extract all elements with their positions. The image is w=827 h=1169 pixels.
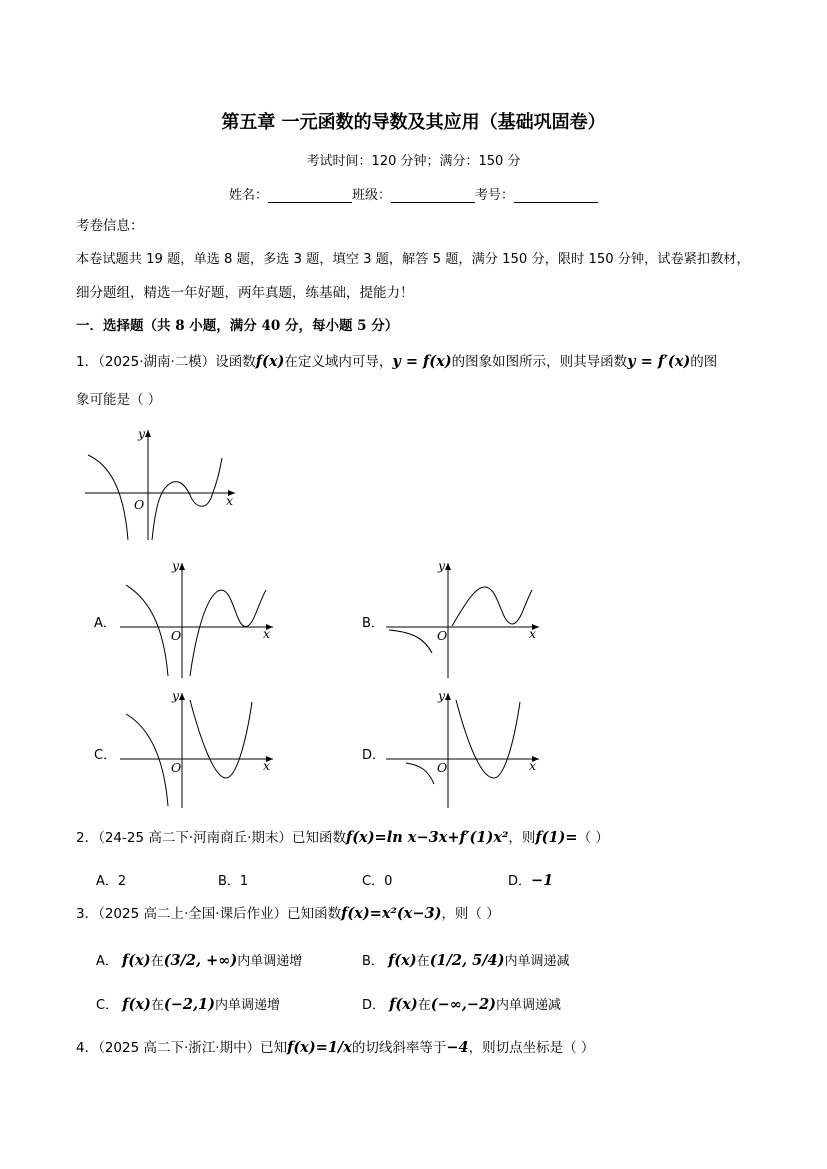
q1-option-c-label[interactable]: C． [94,748,117,763]
q3-d-label: D． [362,998,386,1013]
q3-c-text: 内单调递增 [214,998,280,1013]
qd-x-label: x [529,758,537,773]
class-label: 班级： [351,188,391,203]
info-line-2: 细分题组，精选一年好题，两年真题，练基础，提能力！ [76,285,414,301]
qa-origin: O [171,628,182,643]
q1-option-a-graph[interactable] [118,558,278,683]
info-label: 考卷信息： [76,218,144,234]
number-field[interactable] [514,188,598,203]
q1-option-c-graph[interactable] [118,688,278,813]
q1-text-3: 的图 [690,354,718,370]
q3-d-in: 在 [417,998,431,1013]
q4-tail: ，则切点坐标是（ ） [468,1040,595,1056]
q1-prefix: 1．（2025·湖南·二模）设函数 [76,354,256,370]
q3-b-in: 在 [416,954,430,969]
q3-a-f: f(x) [122,952,151,969]
q3-option-b[interactable] [362,950,569,969]
qc-x-label: x [263,758,271,773]
q3-b-interval: (1/2, 5/4) [429,952,505,969]
q4-prefix: 4．（2025 高二下·浙江·期中）已知 [76,1040,288,1056]
qc-origin: O [171,760,182,775]
question-3 [76,904,500,924]
question-4 [76,1038,594,1058]
q1-option-b-label[interactable]: B． [362,616,384,631]
name-label: 姓名： [228,188,268,203]
q2-option-b[interactable]: B．1 [218,874,249,889]
qd-y-label: y [438,688,446,703]
q4-formula: f(x)=1/x [287,1039,352,1056]
section-heading: 一．选择题（共 8 小题，满分 40 分，每小题 5 分） [76,318,399,334]
q3-c-label: C． [96,998,119,1013]
q3-b-text: 内单调递减 [504,954,570,969]
q1-formula-1: f(x) [255,353,285,370]
info-line-1: 本卷试题共 19 题，单选 8 题，多选 3 题，填空 3 题，解答 5 题，满分 150 分，限时 150 分钟，试卷紧扣教材， [76,252,750,267]
q1-text-1: 在定义域内可导， [284,354,393,370]
q2-mid: ，则 [508,830,536,846]
page-title: 第五章 一元函数的导数及其应用（基础巩固卷） [221,112,606,133]
exam-time: 考试时间：120 分钟；满分：150 分 [306,154,521,169]
q1-original-graph [80,420,240,545]
q2-option-d-label: D． [508,874,532,889]
q1-graph-origin: O [134,497,145,512]
q4-value: −4 [446,1039,469,1056]
q3-formula: f(x)=x²(x−3) [341,905,442,922]
q2-formula: f(x)=ln x−3x+f′(1)x² [345,829,509,846]
q2-tail: （ ） [577,830,609,846]
q3-a-text: 内单调递增 [237,954,303,969]
q2-prefix: 2．（24-25 高二下·河南商丘·期末）已知函数 [76,830,346,846]
qa-x-label: x [263,626,271,641]
qb-x-label: x [529,626,537,641]
q1-option-d-graph[interactable] [384,688,544,813]
q1-formula-3: y = f′(x) [627,353,691,370]
question-1-line-1 [76,352,717,372]
q2-option-c[interactable]: C．0 [362,874,393,889]
q3-c-in: 在 [150,998,164,1013]
qc-y-label: y [172,688,180,703]
q3-prefix: 3．（2025 高二上·全国·课后作业）已知函数 [76,906,342,922]
q3-d-text: 内单调递减 [496,998,562,1013]
q1-graph-x-label: x [226,493,234,508]
q1-graph-y-label: y [138,426,146,441]
q3-c-interval: (−2,1) [163,996,215,1013]
student-info-line [0,184,827,203]
q3-c-f: f(x) [122,996,151,1013]
qb-y-label: y [438,558,446,573]
q1-option-d-label[interactable]: D． [362,748,386,763]
q4-mid: 的切线斜率等于 [351,1040,447,1056]
q3-tail: ，则（ ） [441,906,500,922]
q3-a-label: A． [96,954,118,969]
qa-y-label: y [172,558,180,573]
q3-option-c[interactable] [96,994,280,1013]
q3-option-a[interactable] [96,950,302,969]
q3-d-interval: (−∞,−2) [430,996,497,1013]
q1-option-a-label[interactable]: A． [94,616,116,631]
q3-b-f: f(x) [388,952,417,969]
name-field[interactable] [268,188,352,203]
number-label: 考号： [475,188,515,203]
q2-option-d-value: −1 [531,872,554,889]
q3-a-interval: (3/2, +∞) [163,952,238,969]
class-field[interactable] [391,188,475,203]
q1-option-b-graph[interactable] [384,558,544,683]
question-2 [76,828,609,848]
qd-origin: O [437,760,448,775]
q3-option-d[interactable] [362,994,561,1013]
q2-option-a[interactable]: A．2 [96,874,127,889]
q3-d-f: f(x) [389,996,418,1013]
q2-target: f(1)= [535,829,578,846]
q1-formula-2: y = f(x) [392,353,452,370]
q2-option-d[interactable] [508,870,553,889]
question-1-line-2: 象可能是（ ） [76,392,162,408]
q3-a-in: 在 [150,954,164,969]
q3-b-label: B． [362,954,384,969]
q1-text-2: 的图象如图所示，则其导函数 [451,354,628,370]
qb-origin: O [437,628,448,643]
